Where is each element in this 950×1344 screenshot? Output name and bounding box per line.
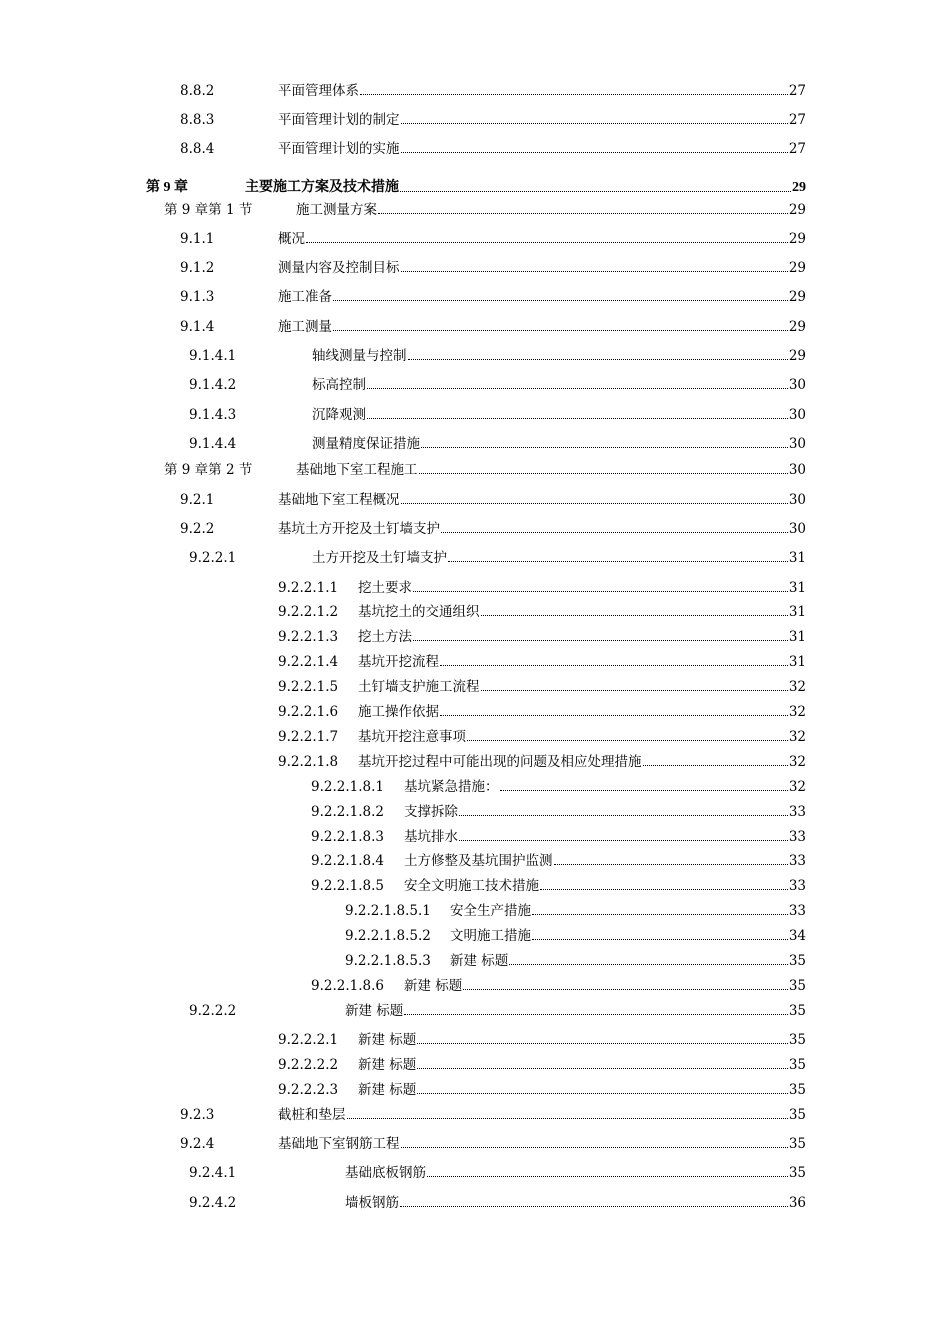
toc-dot-leader bbox=[401, 503, 788, 504]
toc-entry[interactable] bbox=[311, 850, 806, 872]
toc-entry-title: 基坑排水 bbox=[404, 829, 458, 845]
toc-entry-number: 9.2.2.1.7 bbox=[278, 729, 339, 745]
toc-entry[interactable] bbox=[180, 1104, 806, 1126]
toc-entry-number: 第 9 章第 1 节 bbox=[164, 202, 253, 218]
toc-dot-leader bbox=[419, 473, 788, 474]
toc-entry-title: 基坑开挖过程中可能出现的问题及相应处理措施 bbox=[358, 754, 642, 770]
toc-entry-title: 施工测量方案 bbox=[296, 202, 377, 218]
toc-entry-title: 基础地下室工程概况 bbox=[278, 492, 400, 508]
toc-entry-number: 9.2.2.1.8.3 bbox=[311, 829, 384, 845]
toc-dot-leader bbox=[333, 300, 788, 301]
toc-entry-page: 32 bbox=[788, 779, 806, 795]
toc-entry[interactable] bbox=[189, 374, 806, 396]
toc-entry-title: 墙板钢筋 bbox=[345, 1195, 399, 1211]
toc-entry-page: 31 bbox=[788, 654, 806, 670]
toc-entry-page: 30 bbox=[788, 407, 806, 423]
toc-entry-number: 9.2.2.1.8.6 bbox=[311, 978, 384, 994]
toc-entry-page: 29 bbox=[792, 180, 806, 195]
toc-entry-page: 35 bbox=[788, 978, 806, 994]
toc-entry-number: 9.2.2.1.8.5.1 bbox=[345, 903, 431, 919]
toc-entry[interactable] bbox=[189, 433, 806, 455]
toc-entry-page: 35 bbox=[788, 1165, 806, 1181]
toc-entry-title: 平面管理体系 bbox=[278, 83, 359, 99]
toc-entry-page: 35 bbox=[788, 1003, 806, 1019]
toc-entry-title: 新建 标题 bbox=[358, 1057, 417, 1073]
toc-dot-leader bbox=[532, 939, 788, 940]
toc-entry[interactable] bbox=[278, 726, 806, 748]
toc-entry-number: 9.1.3 bbox=[180, 289, 215, 305]
toc-entry-number: 9.2.2.2.1 bbox=[278, 1032, 339, 1048]
toc-entry-page: 30 bbox=[788, 377, 806, 393]
toc-entry-number: 9.2.2.1.8.1 bbox=[311, 779, 384, 795]
toc-entry[interactable] bbox=[189, 1000, 806, 1022]
toc-entry-title: 新建 标题 bbox=[404, 978, 463, 994]
toc-entry-number: 9.2.4 bbox=[180, 1136, 215, 1152]
toc-entry-number: 9.2.2.1.6 bbox=[278, 704, 339, 720]
toc-entry-number: 9.2.2.1.4 bbox=[278, 654, 339, 670]
toc-entry[interactable] bbox=[180, 489, 806, 511]
toc-entry-page: 33 bbox=[788, 829, 806, 845]
toc-dot-leader bbox=[306, 242, 788, 243]
toc-dot-leader bbox=[401, 152, 788, 153]
toc-entry-page: 35 bbox=[788, 1107, 806, 1123]
toc-entry-number: 9.2.2.1.8.5.3 bbox=[345, 953, 431, 969]
toc-entry-title: 新建 标题 bbox=[358, 1032, 417, 1048]
toc-entry-title: 基础底板钢筋 bbox=[345, 1165, 426, 1181]
toc-dot-leader bbox=[440, 665, 788, 666]
toc-entry[interactable] bbox=[180, 257, 806, 279]
toc-entry-number: 9.2.2.1.8.5 bbox=[311, 878, 384, 894]
toc-entry-number: 第 9 章 bbox=[146, 180, 188, 195]
toc-entry[interactable] bbox=[189, 404, 806, 426]
toc-entry-number: 8.8.4 bbox=[180, 141, 215, 157]
toc-entry[interactable] bbox=[278, 601, 806, 623]
toc-entry[interactable] bbox=[278, 701, 806, 723]
toc-entry-page: 35 bbox=[788, 1082, 806, 1098]
toc-entry-title: 基坑土方开挖及土钉墙支护 bbox=[278, 521, 440, 537]
toc-entry-number: 9.2.1 bbox=[180, 492, 215, 508]
toc-entry[interactable] bbox=[146, 177, 806, 199]
toc-entry[interactable] bbox=[180, 286, 806, 308]
toc-entry-title: 基坑开挖注意事项 bbox=[358, 729, 466, 745]
toc-entry[interactable] bbox=[278, 577, 806, 599]
toc-entry-page: 32 bbox=[788, 729, 806, 745]
toc-entry-page: 29 bbox=[788, 260, 806, 276]
toc-entry[interactable] bbox=[345, 900, 806, 922]
toc-entry-number: 9.2.2.1.5 bbox=[278, 679, 339, 695]
toc-entry-title: 基坑紧急措施： bbox=[404, 779, 499, 795]
toc-entry-number: 9.2.2.1.8.4 bbox=[311, 853, 384, 869]
toc-dot-leader bbox=[448, 561, 788, 562]
toc-entry-number: 9.2.3 bbox=[180, 1107, 215, 1123]
toc-dot-leader bbox=[408, 359, 788, 360]
toc-entry-title: 挖土要求 bbox=[358, 580, 412, 596]
toc-entry-title: 基坑挖土的交通组织 bbox=[358, 604, 480, 620]
toc-entry-title: 新建 标题 bbox=[358, 1082, 417, 1098]
toc-dot-leader bbox=[467, 740, 788, 741]
toc-entry-title: 测量内容及控制目标 bbox=[278, 260, 400, 276]
toc-entry[interactable] bbox=[278, 1029, 806, 1051]
toc-entry[interactable] bbox=[164, 199, 806, 221]
toc-dot-leader bbox=[401, 1147, 788, 1148]
toc-entry[interactable] bbox=[164, 459, 806, 481]
toc-entry-page: 33 bbox=[788, 804, 806, 820]
toc-entry-number: 9.1.4.1 bbox=[189, 348, 237, 364]
toc-dot-leader bbox=[417, 1093, 788, 1094]
toc-entry[interactable] bbox=[180, 228, 806, 250]
toc-entry-page: 29 bbox=[788, 289, 806, 305]
toc-entry-page: 33 bbox=[788, 903, 806, 919]
toc-entry[interactable] bbox=[345, 950, 806, 972]
toc-entry-title: 挖土方法 bbox=[358, 629, 412, 645]
toc-entry-page: 30 bbox=[788, 492, 806, 508]
toc-entry[interactable] bbox=[311, 801, 806, 823]
toc-entry-title: 土方开挖及土钉墙支护 bbox=[312, 550, 447, 566]
toc-entry-number: 9.2.2.1.8.2 bbox=[311, 804, 384, 820]
toc-dot-leader bbox=[554, 864, 788, 865]
toc-dot-leader bbox=[347, 1118, 788, 1119]
toc-dot-leader bbox=[400, 191, 791, 192]
toc-entry-page: 27 bbox=[788, 141, 806, 157]
toc-entry-page: 29 bbox=[788, 319, 806, 335]
toc-entry[interactable] bbox=[278, 751, 806, 773]
toc-entry-page: 35 bbox=[788, 1057, 806, 1073]
toc-entry-title: 施工测量 bbox=[278, 319, 332, 335]
toc-dot-leader bbox=[540, 889, 788, 890]
toc-entry[interactable] bbox=[278, 1054, 806, 1076]
toc-entry-page: 32 bbox=[788, 679, 806, 695]
toc-dot-leader bbox=[333, 330, 788, 331]
toc-entry-page: 30 bbox=[788, 521, 806, 537]
toc-entry-title: 基坑开挖流程 bbox=[358, 654, 439, 670]
toc-entry-number: 9.2.2.1.1 bbox=[278, 580, 339, 596]
toc-entry[interactable] bbox=[180, 80, 806, 102]
toc-dot-leader bbox=[401, 123, 788, 124]
toc-entry-page: 30 bbox=[788, 462, 806, 478]
toc-entry-page: 35 bbox=[788, 1032, 806, 1048]
toc-entry-page: 29 bbox=[788, 348, 806, 364]
toc-dot-leader bbox=[532, 914, 788, 915]
toc-entry[interactable] bbox=[311, 826, 806, 848]
toc-entry-page: 32 bbox=[788, 704, 806, 720]
toc-dot-leader bbox=[441, 532, 788, 533]
toc-entry-page: 36 bbox=[788, 1195, 806, 1211]
toc-entry-page: 31 bbox=[788, 550, 806, 566]
toc-entry[interactable] bbox=[180, 316, 806, 338]
toc-entry-title: 主要施工方案及技术措施 bbox=[245, 180, 399, 195]
toc-entry-number: 第 9 章第 2 节 bbox=[164, 462, 253, 478]
toc-entry-number: 9.2.2.2 bbox=[189, 1003, 237, 1019]
toc-entry-title: 截桩和垫层 bbox=[278, 1107, 346, 1123]
toc-entry-number: 9.1.4.2 bbox=[189, 377, 237, 393]
toc-dot-leader bbox=[417, 1068, 788, 1069]
toc-entry-number: 9.2.2.1.2 bbox=[278, 604, 339, 620]
toc-entry-number: 8.8.2 bbox=[180, 83, 215, 99]
toc-entry-number: 9.2.4.2 bbox=[189, 1195, 237, 1211]
toc-entry-title: 土方修整及基坑围护监测 bbox=[404, 853, 553, 869]
toc-entry-title: 安全生产措施 bbox=[450, 903, 531, 919]
toc-entry-number: 9.2.2.2.3 bbox=[278, 1082, 339, 1098]
toc-entry[interactable] bbox=[189, 1192, 806, 1214]
toc-dot-leader bbox=[378, 213, 788, 214]
toc-dot-leader bbox=[360, 94, 788, 95]
toc-entry[interactable] bbox=[311, 975, 806, 997]
toc-dot-leader bbox=[413, 591, 788, 592]
toc-entry-number: 8.8.3 bbox=[180, 112, 215, 128]
toc-entry[interactable] bbox=[180, 518, 806, 540]
toc-entry-page: 30 bbox=[788, 436, 806, 452]
toc-dot-leader bbox=[481, 615, 788, 616]
toc-entry-number: 9.1.2 bbox=[180, 260, 215, 276]
toc-entry-title: 施工操作依据 bbox=[358, 704, 439, 720]
toc-entry-number: 9.2.2.1.8 bbox=[278, 754, 339, 770]
toc-dot-leader bbox=[427, 1176, 788, 1177]
toc-entry-title: 施工准备 bbox=[278, 289, 332, 305]
toc-dot-leader bbox=[440, 715, 788, 716]
toc-entry[interactable] bbox=[311, 776, 806, 798]
toc-dot-leader bbox=[500, 790, 788, 791]
toc-entry-page: 31 bbox=[788, 580, 806, 596]
toc-entry[interactable] bbox=[180, 1133, 806, 1155]
toc-entry[interactable] bbox=[180, 109, 806, 131]
toc-entry-number: 9.1.4 bbox=[180, 319, 215, 335]
toc-entry[interactable] bbox=[278, 676, 806, 698]
toc-dot-leader bbox=[367, 418, 788, 419]
toc-entry-page: 35 bbox=[788, 953, 806, 969]
toc-entry-number: 9.2.2 bbox=[180, 521, 215, 537]
toc-entry-number: 9.2.2.1 bbox=[189, 550, 237, 566]
toc-entry-title: 平面管理计划的实施 bbox=[278, 141, 400, 157]
toc-entry-title: 新建 标题 bbox=[345, 1003, 404, 1019]
toc-dot-leader bbox=[459, 840, 788, 841]
toc-dot-leader bbox=[643, 765, 788, 766]
toc-entry-title: 标高控制 bbox=[312, 377, 366, 393]
toc-entry-page: 32 bbox=[788, 754, 806, 770]
toc-entry-title: 土钉墙支护施工流程 bbox=[358, 679, 480, 695]
toc-entry-title: 支撑拆除 bbox=[404, 804, 458, 820]
toc-entry-page: 29 bbox=[788, 202, 806, 218]
toc-dot-leader bbox=[404, 1014, 788, 1015]
toc-entry[interactable] bbox=[278, 651, 806, 673]
toc-entry[interactable] bbox=[278, 1079, 806, 1101]
toc-entry-title: 轴线测量与控制 bbox=[312, 348, 407, 364]
toc-entry-title: 沉降观测 bbox=[312, 407, 366, 423]
toc-entry-number: 9.2.2.2.2 bbox=[278, 1057, 339, 1073]
toc-dot-leader bbox=[401, 271, 788, 272]
toc-entry-number: 9.2.2.1.3 bbox=[278, 629, 339, 645]
toc-entry[interactable] bbox=[311, 875, 806, 897]
toc-entry-number: 9.2.2.1.8.5.2 bbox=[345, 928, 431, 944]
toc-entry[interactable] bbox=[189, 345, 806, 367]
toc-dot-leader bbox=[413, 640, 788, 641]
toc-entry-title: 概况 bbox=[278, 231, 305, 247]
toc-entry-title: 新建 标题 bbox=[450, 953, 509, 969]
toc-entry[interactable] bbox=[278, 626, 806, 648]
toc-entry-page: 27 bbox=[788, 83, 806, 99]
toc-entry-number: 9.2.4.1 bbox=[189, 1165, 237, 1181]
toc-entry-title: 基础地下室工程施工 bbox=[296, 462, 418, 478]
toc-entry-page: 27 bbox=[788, 112, 806, 128]
toc-dot-leader bbox=[367, 388, 788, 389]
toc-entry[interactable] bbox=[345, 925, 806, 947]
toc-dot-leader bbox=[463, 989, 788, 990]
toc-entry[interactable] bbox=[189, 1162, 806, 1184]
toc-entry-number: 9.1.4.4 bbox=[189, 436, 237, 452]
toc-entry-page: 31 bbox=[788, 604, 806, 620]
toc-dot-leader bbox=[481, 690, 788, 691]
toc-entry-page: 33 bbox=[788, 878, 806, 894]
toc-entry-title: 安全文明施工技术措施 bbox=[404, 878, 539, 894]
toc-dot-leader bbox=[417, 1043, 788, 1044]
toc-entry-page: 31 bbox=[788, 629, 806, 645]
toc-entry-title: 基础地下室钢筋工程 bbox=[278, 1136, 400, 1152]
toc-dot-leader bbox=[421, 447, 788, 448]
toc-entry-page: 33 bbox=[788, 853, 806, 869]
toc-entry-number: 9.1.1 bbox=[180, 231, 215, 247]
toc-entry[interactable] bbox=[189, 547, 806, 569]
toc-entry-title: 文明施工措施 bbox=[450, 928, 531, 944]
toc-entry-page: 35 bbox=[788, 1136, 806, 1152]
toc-entry-title: 测量精度保证措施 bbox=[312, 436, 420, 452]
toc-dot-leader bbox=[400, 1206, 788, 1207]
toc-entry-title: 平面管理计划的制定 bbox=[278, 112, 400, 128]
toc-dot-leader bbox=[459, 815, 788, 816]
toc-entry-page: 29 bbox=[788, 231, 806, 247]
toc-entry-page: 34 bbox=[788, 928, 806, 944]
toc-dot-leader bbox=[509, 964, 788, 965]
toc-entry[interactable] bbox=[180, 138, 806, 160]
toc-entry-number: 9.1.4.3 bbox=[189, 407, 237, 423]
